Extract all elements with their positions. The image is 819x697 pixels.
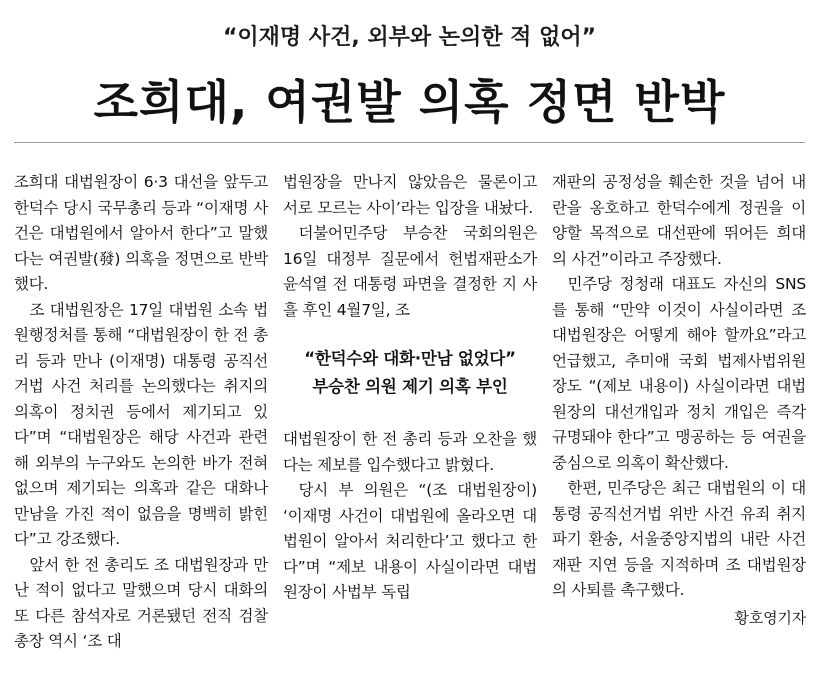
paragraph: 당시 부 의원은 “(조 대법원장이) ‘이재명 사건이 대법원에 올라오면 대법원이 알아서 처리한다’고 했다고 한다”며 “제보 내용이 사실이라면 대법원장이 사법부 독립 bbox=[283, 481, 537, 601]
body-column-2 bbox=[283, 170, 537, 606]
paragraph: 민주당 정청래 대표도 자신의 SNS를 통해 “만약 이것이 사실이라면 조 대법원장은 어떻게 해야 할까요”라고 언급했고, 추미애 국회 법제사법위원장도 “(제보 내용이) 사실이라면 대법원장의 대선개입과 정치 개입은 즉각 규명돼야 한다”고 맹공하는 등 여권을 중심으로 의혹이 확산했다. bbox=[552, 275, 806, 472]
paragraph: 앞서 한 전 총리도 조 대법원장과 만난 적이 없다고 말했으며 당시 대화의 또 다른 참석자로 거론됐던 전직 검찰총장 역시 ‘조 대 bbox=[14, 555, 268, 650]
paragraph: 대법원장이 한 전 총리 등과 오찬을 했다는 제보를 입수했다고 밝혔다. bbox=[283, 430, 537, 474]
headline-divider bbox=[14, 142, 805, 143]
paragraph: 조희대 대법원장이 6·3 대선을 앞두고 한덕수 당시 국무총리 등과 “이재명 사건은 대법원에서 알아서 한다”고 말했다는 여권발(發) 의혹을 정면으로 반박했다. bbox=[14, 173, 268, 293]
article-subhead bbox=[283, 345, 537, 401]
paragraph: 조 대법원장은 17일 대법원 소속 법원행정처를 통해 “대법원장이 한 전 총리 등과 만나 (이재명) 대통령 공직선거법 사건 처리를 논의했다는 취지의 의혹이 정치권 등에서 제기되고 있다”며 “대법원장은 해당 사건과 관련해 외부의 누구와도 논의한 바가 전혀 없으며 제기되는 의혹과 같은 대화나 만남을 가진 적이 없음을 명백히 밝힌다”고 강조했다. bbox=[14, 300, 268, 548]
article-headline: 조희대, 여권발 의혹 정면 반박 bbox=[93, 75, 726, 129]
byline: 황호영기자 bbox=[734, 608, 806, 627]
subhead-line: “한덕수와 대화·만남 없었다” bbox=[304, 349, 516, 368]
body-column-3 bbox=[552, 170, 806, 631]
paragraph: 더불어민주당 부승찬 국회의원은 16일 대정부 질문에서 헌법재판소가 윤석열 전 대통령 파면을 결정한 지 사흘 후인 4월7일, 조 bbox=[283, 224, 537, 319]
paragraph: 한편, 민주당은 최근 대법원의 이 대통령 공직선거법 위반 사건 유죄 취지 파기 환송, 서울중앙지법의 내란 사건 재판 지연 등을 지적하며 조 대법원장의 사퇴를 촉구했다. bbox=[552, 479, 806, 599]
paragraph: 법원장을 만나지 않았음은 물론이고 서로 모르는 사이’라는 입장을 내놨다. bbox=[283, 173, 537, 217]
body-column-1 bbox=[14, 170, 268, 655]
subhead-line: 부승찬 의원 제기 의혹 부인 bbox=[312, 377, 508, 396]
paragraph: 재판의 공정성을 훼손한 것을 넘어 내란을 옹호하고 한덕수에게 정권을 이양할 목적으로 대선판에 뛰어든 희대의 사건”이라고 주장했다. bbox=[552, 173, 806, 268]
article-subtitle: “이재명 사건, 외부와 논의한 적 없어” bbox=[222, 25, 597, 50]
